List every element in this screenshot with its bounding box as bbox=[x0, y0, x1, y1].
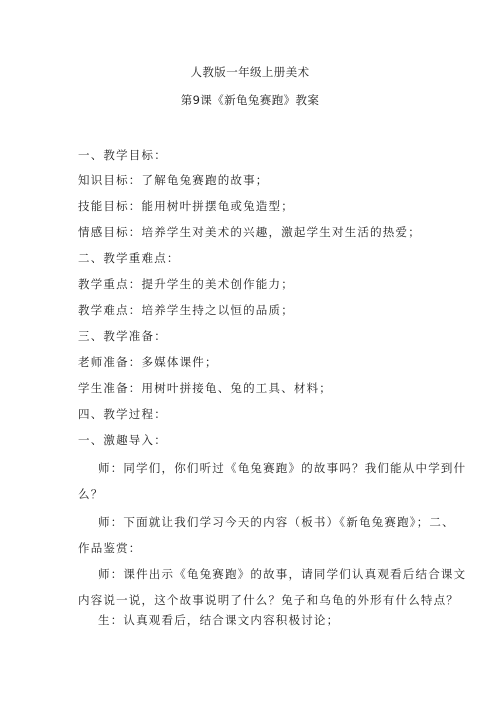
document-title: 人教版一年级上册美术 bbox=[190, 65, 310, 79]
paragraph-line: 技能目标：能用树叶拼摆龟或兔造型； bbox=[78, 199, 294, 213]
paragraph-line: 教学难点：培养学生持之以恒的品质； bbox=[78, 303, 294, 317]
paragraph-line: 师：同学们，你们听过《龟兔赛跑》的故事吗？我们能从中学到什 bbox=[98, 461, 467, 475]
paragraph-line: 知识目标：了解龟兔赛跑的故事； bbox=[78, 173, 269, 187]
section-heading-preparation: 三、教学准备： bbox=[78, 329, 167, 343]
paragraph-line: 老师准备：多媒体课件； bbox=[78, 355, 218, 369]
paragraph-line: 内容说一说，这个故事说明了什么？兔子和乌龟的外形有什么特点？ bbox=[78, 593, 459, 607]
section-heading-key-points: 二、教学重难点： bbox=[78, 251, 180, 265]
section-heading-process: 四、教学过程： bbox=[78, 407, 167, 421]
section-heading-goals: 一、教学目标： bbox=[78, 148, 167, 162]
lesson-title: 第9课《新龟兔赛跑》教案 bbox=[180, 93, 320, 107]
section-heading-introduction: 一、激趣导入： bbox=[78, 433, 167, 447]
paragraph-line: 教学重点：提升学生的美术创作能力； bbox=[78, 277, 294, 291]
paragraph-line: 么？ bbox=[78, 487, 104, 501]
paragraph-line: 师：课件出示《龟兔赛跑》的故事，请同学们认真观看后结合课文 bbox=[98, 567, 467, 581]
paragraph-line: 作品鉴赏： bbox=[78, 541, 142, 555]
paragraph-line: 师：下面就让我们学习今天的内容（板书）《新龟兔赛跑》；二、 bbox=[98, 515, 455, 529]
paragraph-line: 学生准备：用树叶拼接龟、兔的工具、材料； bbox=[78, 381, 332, 395]
paragraph-line: 生：认真观看后，结合课文内容积极讨论； bbox=[98, 613, 340, 627]
paragraph-line: 情感目标：培养学生对美术的兴趣，激起学生对生活的热爱； bbox=[78, 225, 421, 239]
